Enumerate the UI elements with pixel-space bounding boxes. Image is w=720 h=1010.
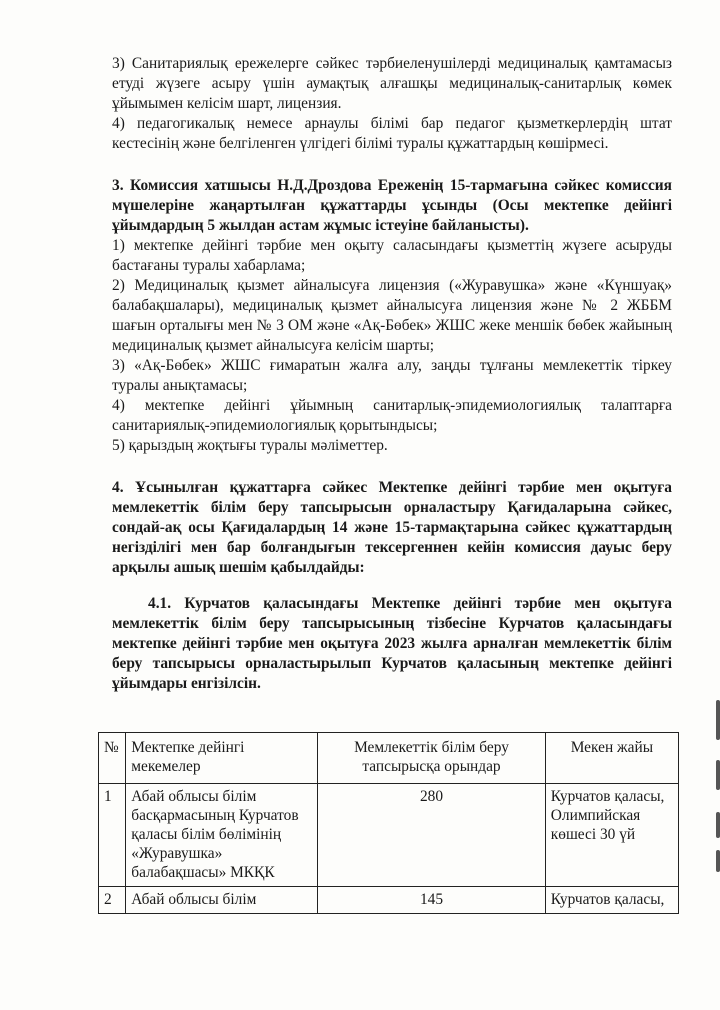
table-header-row [99,733,679,784]
scan-edge-mark [716,812,720,838]
row-number: 1 [99,784,126,887]
header-number: № [99,733,126,784]
row-places: 280 [318,784,546,887]
table-row [99,887,679,914]
table-row [99,784,679,887]
section-3-item-2: 2) Медициналық қызмет айналысуға лицензия («Журавушка» және «Күншуақ» балабақшалары), медициналық қызмет айналысуға лицензия және № 2 ЖББМ шағын орталығы мен № 3 ОМ және «Ақ-Бөбек» ЖШС жеке меншік бөбек жайының медициналық қызмет айналысуға келісім шарты; [112,277,672,354]
row-address: Курчатов қаласы, Олимпийская көшесі 30 үй [545,784,678,887]
row-address: Курчатов қаласы, [545,887,678,914]
header-address: Мекен жайы [545,733,678,784]
scan-edge-mark [716,760,720,790]
section-4-1-paragraph: 4.1. Курчатов қаласындағы Мектепке дейінгі тәрбие мен оқытуға мемлекеттік білім беру тапсырысының тізбесіне Курчатов қаласындағы мектепке дейінгі тәрбие мен оқытуға 2023 жылға арналған мемлекеттік білім беру тапсырысы орналастырылып Курчатов қаласының мектепке дейінгі ұйымдары енгізілсін. [112,595,672,692]
header-places: Мемлекеттік білім беру тапсырысқа орындар [318,733,546,784]
row-number: 2 [99,887,126,914]
section-3-item-4: 4) мектепке дейінгі ұйымның санитарлық-эпидемиологиялық талаптарға санитариялық-эпидемиологиялық қорытындысы; [112,397,672,434]
section-3-item-5: 5) қарыздың жоқтығы туралы мәліметтер. [112,437,388,454]
scan-edge-mark [716,850,720,872]
header-institution: Мектепке дейінгі мекемелер [126,733,318,784]
allocation-table [98,732,679,914]
section-3-heading: 3. Комиссия хатшысы Н.Д.Дроздова Ереженің 15-тармағына сәйкес комиссия мүшелеріне жаңартылған құжаттарды ұсынды (Осы мектепке дейінгі ұйымдардың 5 жылдан астам жұмыс істеуіне байланысты). [112,177,672,234]
scan-edge-mark [716,700,720,740]
row-institution: Абай облысы білім басқармасының Курчатов қаласы білім бөлімінің «Журавушка» балабақшасы» МКҚК [126,784,318,887]
row-places: 145 [318,887,546,914]
section-3-item-1: 1) мектепке дейінгі тәрбие мен оқыту саласындағы қызметтің жүзеге асыруды бастағаны туралы хабарлама; [112,237,672,274]
row-institution: Абай облысы білім [126,887,318,914]
paragraph-item-3: 3) Санитариялық ережелерге сәйкес тәрбиеленушілерді медициналық қамтамасыз етуді жүзеге асыру үшін аумақтық алғашқы медициналық-санитарлық көмек ұйымымен келісім шарт, лицензия. [112,55,672,112]
paragraph-item-4: 4) педагогикалық немесе арнаулы білімі бар педагог қызметкерлердің штат кестесінің және белгіленген үлгідегі білімі туралы құжаттардың көшірмесі. [112,115,672,152]
section-3-item-3: 3) «Ақ-Бөбек» ЖШС ғимаратын жалға алу, заңды тұлғаны мемлекеттік тіркеу туралы анықтамасы; [112,357,672,394]
section-4-heading: 4. Ұсынылған құжаттарға сәйкес Мектепке дейінгі тәрбие мен оқытуға мемлекеттік білім беру тапсырысын орналастыру Қағидаларына сәйкес, сондай-ақ осы Қағидалардың 14 және 15-тармақтарына сәйкес құжаттардың негізділігі мен бар болғандығын тексергеннен кейін комиссия дауыс беру арқылы ашық шешім қабылдайды: [112,479,672,576]
document-body [112,54,672,694]
